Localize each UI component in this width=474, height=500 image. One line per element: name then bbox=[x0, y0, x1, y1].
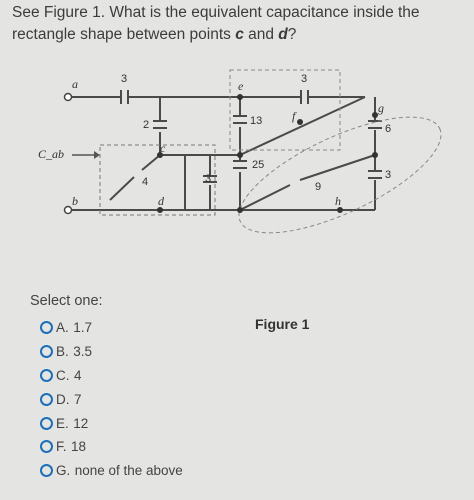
option-g[interactable] bbox=[40, 459, 183, 483]
point-d-label: d bbox=[278, 26, 288, 43]
cap-9-value: 9 bbox=[315, 181, 322, 193]
question-text bbox=[12, 2, 462, 46]
option-a-text: 1.7 bbox=[73, 320, 92, 336]
question-prefix: See Figure 1. What is the equivalent capacitance inside the rectangle shape between points bbox=[12, 4, 420, 43]
option-e-radio[interactable] bbox=[40, 417, 53, 430]
option-f[interactable] bbox=[40, 435, 183, 459]
option-b-text: 3.5 bbox=[73, 344, 92, 360]
figure-caption: Figure 1 bbox=[255, 316, 310, 332]
option-a-radio[interactable] bbox=[40, 321, 53, 334]
cab-label: C_ab bbox=[38, 147, 65, 161]
option-c-radio[interactable] bbox=[40, 369, 53, 382]
option-f-radio[interactable] bbox=[40, 440, 53, 453]
cap-6-value: 6 bbox=[385, 123, 392, 135]
option-e-letter: E. bbox=[56, 415, 69, 431]
option-c[interactable] bbox=[40, 364, 183, 388]
cap-right-3-value: 3 bbox=[385, 169, 392, 181]
node-g-label: g bbox=[378, 101, 384, 115]
option-c-letter: C. bbox=[56, 367, 70, 383]
option-a-letter: A. bbox=[56, 320, 69, 336]
option-b-letter: B. bbox=[56, 344, 69, 360]
question-and: and bbox=[243, 26, 279, 43]
cap-4-value: 4 bbox=[142, 176, 149, 188]
option-f-text: 18 bbox=[70, 439, 86, 455]
node-b-label: b bbox=[72, 194, 78, 208]
option-g-letter: G. bbox=[56, 463, 71, 479]
circuit-diagram bbox=[30, 60, 460, 280]
option-e[interactable] bbox=[40, 411, 183, 435]
option-c-text: 4 bbox=[73, 367, 82, 383]
point-c-label: c bbox=[235, 26, 244, 43]
node-e-label: e bbox=[238, 79, 244, 93]
cap-13-value: 13 bbox=[250, 115, 263, 127]
option-f-letter: F. bbox=[56, 439, 67, 455]
node-c-label: c bbox=[160, 141, 166, 155]
cap-25-value: 25 bbox=[252, 159, 265, 171]
node-d-label: d bbox=[158, 194, 164, 208]
cap-2-value: 2 bbox=[143, 119, 150, 131]
answer-options bbox=[40, 316, 183, 483]
option-d[interactable] bbox=[40, 387, 183, 411]
option-b-radio[interactable] bbox=[40, 345, 53, 358]
cap-top-left-value: 3 bbox=[121, 73, 128, 85]
option-g-text: none of the above bbox=[74, 463, 183, 479]
option-d-text: 7 bbox=[73, 391, 82, 407]
option-d-letter: D. bbox=[56, 391, 70, 407]
option-g-radio[interactable] bbox=[40, 464, 53, 477]
option-e-text: 12 bbox=[73, 415, 89, 431]
select-one-label: Select one: bbox=[30, 293, 103, 309]
question-suffix: ? bbox=[287, 26, 297, 43]
cap-top-right-value: 3 bbox=[301, 73, 308, 85]
node-h-label: h bbox=[335, 194, 341, 208]
option-a[interactable] bbox=[40, 316, 183, 340]
node-a-label: a bbox=[72, 77, 78, 91]
node-f-label: f bbox=[292, 109, 296, 123]
cap-inner-3-value: 3 bbox=[205, 173, 212, 185]
option-d-radio[interactable] bbox=[40, 393, 53, 406]
option-b[interactable] bbox=[40, 340, 183, 364]
